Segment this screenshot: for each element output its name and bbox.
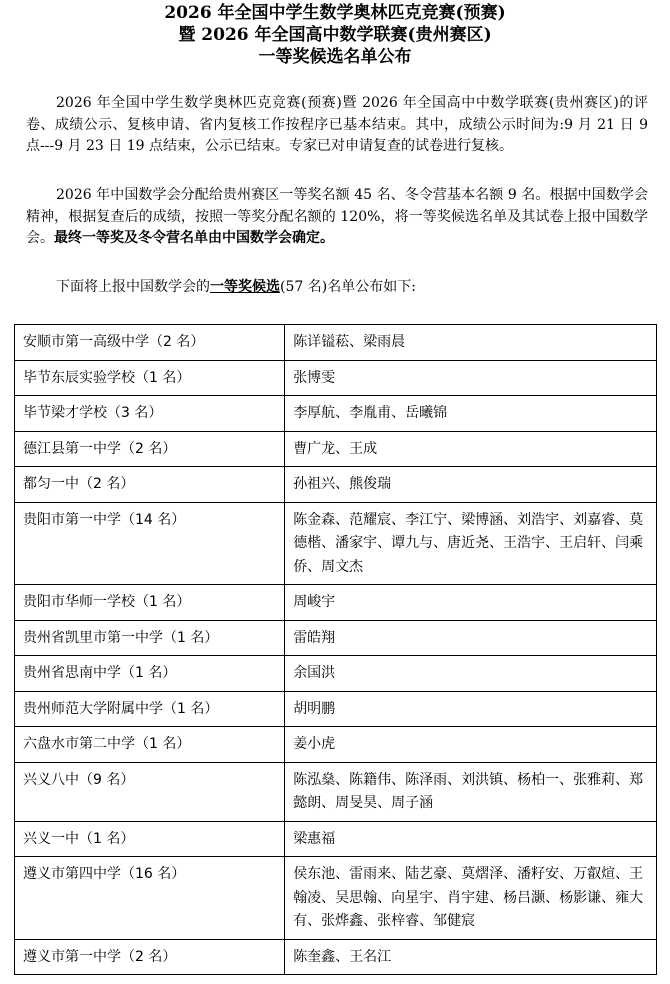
names-cell: 余国洪	[285, 656, 657, 692]
school-cell: 贵州师范大学附属中学（1 名）	[15, 691, 285, 727]
school-cell: 贵阳市华师一学校（1 名）	[15, 585, 285, 621]
table-row	[15, 727, 657, 763]
title-line-1: 2026 年全国中学生数学奥林匹克竞赛(预赛)	[164, 3, 506, 23]
school-cell: 毕节梁才学校（3 名）	[15, 396, 285, 432]
school-cell: 遵义市第四中学（16 名）	[15, 857, 285, 940]
table-row	[15, 620, 657, 656]
table-row	[15, 939, 657, 975]
table-row	[15, 656, 657, 692]
school-cell: 贵州省凯里市第一中学（1 名）	[15, 620, 285, 656]
candidate-table-body	[15, 325, 657, 975]
names-cell: 陈金森、范耀宸、李江宁、梁博涵、刘浩宇、刘嘉睿、莫德楷、潘家宇、谭九与、唐近尧、王浩宇、王启轩、闫乘侨、周文杰	[285, 502, 657, 585]
names-cell: 姜小虎	[285, 727, 657, 763]
table-row	[15, 857, 657, 940]
intro-paragraph-1: 2026 年全国中学生数学奥林匹克竞赛(预赛)暨 2026 年全国高中中数学联赛(贵州赛区)的评卷、成绩公示、复核申请、省内复核工作按程序已基本结束。其中，成绩公示时间为:9 月 21 日 9 点---9 月 23 日 19 点结束，公示已结束。专家已对申请复查的试卷进行复核。	[26, 95, 648, 154]
table-row	[15, 431, 657, 467]
school-cell: 遵义市第一中学（2 名）	[15, 939, 285, 975]
names-cell: 孙祖兴、熊俊瑞	[285, 467, 657, 503]
school-cell: 安顺市第一高级中学（2 名）	[15, 325, 285, 361]
title-line-2: 暨 2026 年全国高中数学联赛(贵州赛区)	[178, 25, 492, 45]
names-cell: 陈奎鑫、王名江	[285, 939, 657, 975]
names-cell: 胡明鹏	[285, 691, 657, 727]
names-cell: 周峻宇	[285, 585, 657, 621]
title-line-3: 一等奖候选名单公布	[258, 47, 412, 67]
names-cell: 张博雯	[285, 360, 657, 396]
school-cell: 兴义八中（9 名）	[15, 762, 285, 821]
table-row	[15, 325, 657, 361]
table-row	[15, 821, 657, 857]
candidate-emphasis: 一等奖候选	[210, 279, 280, 295]
names-cell: 曹广龙、王成	[285, 431, 657, 467]
intro-paragraph-3-text-a: 下面将上报中国数学会的	[56, 279, 210, 295]
candidate-table	[14, 324, 657, 975]
school-cell: 兴义一中（1 名）	[15, 821, 285, 857]
table-row	[15, 396, 657, 432]
names-cell: 李厚航、李胤甫、岳曦锦	[285, 396, 657, 432]
names-cell: 侯东池、雷雨来、陆艺豪、莫熠泽、潘籽安、万叡煊、王翰凌、吴思翰、向星宇、肖宇建、杨吕灏、杨影谦、雍大有、张烨鑫、张梓睿、邹健宸	[285, 857, 657, 940]
names-cell: 陈详镒菘、梁雨晨	[285, 325, 657, 361]
school-cell: 德江县第一中学（2 名）	[15, 431, 285, 467]
intro-paragraph-3-text-c: (57 名)名单公布如下:	[280, 279, 416, 295]
table-row	[15, 502, 657, 585]
names-cell: 陈泓燊、陈籍伟、陈泽雨、刘洪镇、杨柏一、张雅莉、郑懿朗、周旻昊、周子涵	[285, 762, 657, 821]
names-cell: 雷皓翔	[285, 620, 657, 656]
names-cell: 梁惠福	[285, 821, 657, 857]
school-cell: 都匀一中（2 名）	[15, 467, 285, 503]
table-row	[15, 691, 657, 727]
school-cell: 贵州省思南中学（1 名）	[15, 656, 285, 692]
table-row	[15, 467, 657, 503]
intro-paragraph-3	[26, 277, 648, 299]
intro-paragraph-2	[26, 185, 648, 250]
table-row	[15, 585, 657, 621]
school-cell: 毕节东辰实验学校（1 名）	[15, 360, 285, 396]
intro-paragraph-2-emphasis: 最终一等奖及冬令营名单由中国数学会确定。	[54, 230, 334, 246]
table-row	[15, 762, 657, 821]
table-row	[15, 360, 657, 396]
school-cell: 贵阳市第一中学（14 名）	[15, 502, 285, 585]
intro-paragraph-2-text: 2026 年中国数学会分配给贵州赛区一等奖名额 45 名、冬令营基本名额 9 名。根据中国数学会精神，根据复查后的成绩，按照一等奖分配名额的 120%，将一等奖候选名单及其试卷上报中国数学会。	[26, 187, 648, 246]
school-cell: 六盘水市第二中学（1 名）	[15, 727, 285, 763]
